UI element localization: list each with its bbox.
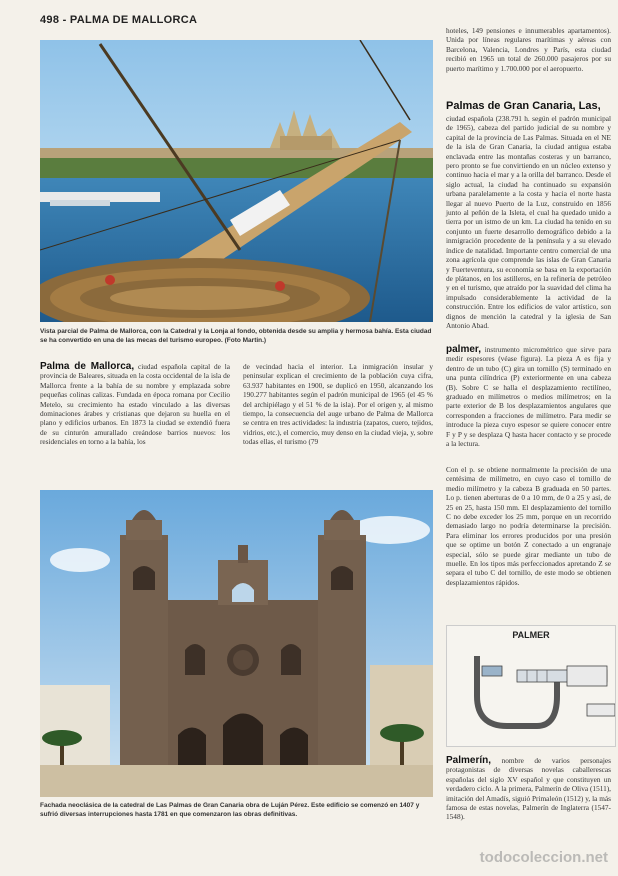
harbor-image — [40, 40, 433, 322]
palmer-diagram — [446, 625, 616, 747]
right-column — [446, 26, 611, 73]
entry-title-palmerin: Palmerín, — [446, 755, 492, 766]
entry-text-palma-tail: hoteles, 149 pensiones e innumerables apartamentos). Unida por líneas regulares marítimas y aéreas con Barcelona, Valencia, Londres y París, esta ciudad recibió en 1965 un total de 260.000 pasajeros por su puerto marítimo y 1.700.000 por el aeropuerto. — [446, 26, 611, 73]
entry-title-las-palmas: Palmas de Gran Canaria, Las, — [446, 100, 601, 112]
entry-text-palmer: instrumento micrométrico que sirve para medir espesores (véase figura). La pieza A es fija y dentro de un tubo (C) gira un tornillo (S) terminado en una punta cilíndrica (P) exteriormente en una cabeza (B). Sobre C se halla el desplazamiento rectilíneo, graduado en milímetros o medios milímetros; en la parte exterior de B los desplazamientos angulares que corresponden a fracciones de milímetro. Para medir se introduce la pieza cuyo espesor se quiere conocer entre F y P y se desplaza Q hasta hacer contacto y se procede a la lectura. — [446, 345, 611, 449]
entry-palmer — [446, 345, 611, 448]
palma-photo-caption: Vista parcial de Palma de Mallorca, con la Catedral y la Lonja al fondo, obtenida desde su amplia y hermosa bahía. Esta ciudad se ha convertido en una de las mecas del turismo europeo. (Foto Martin.) — [40, 328, 432, 344]
entry-palmerin — [446, 756, 611, 822]
entry-title-palmer: palmer, — [446, 344, 482, 355]
entry-text-palma-cont: de vecindad hacia el interior. La inmigración insular y peninsular explican el crecimiento de la población cuya cifra, 63.937 habitantes en 1900, se duplicó en 1950, alcanzando los 190.277 habitantes según el padrón municipal de 1965 (el 45 % del archipiélago y el 51 % de la isla). Por el origen y, al mismo tiempo, la consecuencia del auge urbano de Palma de Mallorca se centra en tres actividades: la industria (zapatos, cuero, tejidos, vidrios, etc.), el comercio, muy denso en la ciudad vieja, y, sobre todas ellas, el turismo (79 — [243, 362, 433, 447]
diagram-title: PALMER — [512, 630, 550, 640]
entry-text-palmer-cont: Con el p. se obtiene normalmente la precisión de una centésima de milímetro, en cuyo caso el tornillo de medio milímetro y la cabeza B graduada en 50 partes. Lo p. tienen aberturas de 0 a 10 mm, de 0 a 25 y así, de 25 en 25, hasta 150 mm. El desplazamiento del tornillo C no debe exceder los 25 mm, porque en un recorrido demasiado largo no podría determinarse la precisión. Para eliminar los errores producidos por una presión que se optime un botón Z conectado a un engranaje especial, sólo se puede girar mediante un tubo de muelle. En los tipos más perfeccionados apretando Z se separa el tubo C del tornillo, de este modo se obtienen desplazamientos rápidos. — [446, 465, 611, 587]
entry-palma-continued — [243, 362, 433, 447]
cathedral-photo-caption: Fachada neoclásica de la catedral de Las Palmas de Gran Canaria obra de Luján Pérez. Este edificio se comenzó en 1407 y sufrió diversas interrupciones hasta 1781 en que comenzaron las obras definitivas. — [40, 802, 420, 818]
entry-palmer-cont — [446, 465, 611, 587]
entry-text-las-palmas: ciudad española (238.791 h. según el padrón municipal de 1965), cabeza del partido judicial de su nombre y capital de la provincia de Las Palmas. Situada en el NE de la isla de Gran Canaria, la ciudad antigua estaba enclavada entre las montañas costeras y un barranco, pero pronto se fue convirtiendo en un núcleo extenso y continuo hacia el mar y a la orilla del barranco. Desde el siglo actual, la ciudad ha continuado su expansión urbana paralelamente a la costa y hacia el norte hasta llegar al nuevo Puerto de la Luz, construido en 1856 junto al peñón de la Isleta, el cual ha quedado unido a tierra por un istmo de un km. La ciudad ha tenido en su conjunto un fuerte desarrollo demográfico debido a la inmigración procedente de la península y a su elevado índice de natalidad. Importante centro comercial de una zona agrícola que comprende las islas de Gran Canaria y Fuerteventura, su economía se basa en la exportación de plátanos, en los astilleros, en la refinería de petróleo y en el turismo, que atraído por la suavidad del clima ha impulsado considerablemente la actividad de la construcción. Entre los edificios de valor artístico, son dignos de mención la catedral y la iglesia de San Antonio Abad. — [446, 114, 611, 330]
watermark: todocoleccion.net — [479, 849, 608, 866]
cathedral-photo — [40, 490, 433, 797]
entry-palma-de-mallorca — [40, 362, 230, 447]
micrometer-drawing — [447, 626, 615, 746]
palma-photo — [40, 40, 433, 322]
entry-text-palmerin: nombre de varios personajes protagonistas de diversas novelas caballerescas españolas del siglo XV español y que constituyen un verdadero ciclo. A la primera, Palmerín de Oliva (1511), imitación del Amadís, siguió Primaleón (1512) y, la más famosa de estas novelas, Palmerín de Inglaterra (1547-1548). — [446, 756, 612, 822]
entry-title-palma: Palma de Mallorca, — [40, 361, 135, 372]
page-header: 498 - PALMA DE MALLORCA — [40, 14, 198, 26]
cathedral-image — [40, 490, 433, 797]
entry-text-palma: ciudad española capital de la provincia de Baleares, situada en la costa occidental de la isla de Mallorca frente a la bahía de su nombre y emplazada sobre pequeñas colinas calizas. Fundada en época romana por Cecilio Metelo, su crecimiento ha estado vinculado a las diversas dominaciones árabes y cristianas que dejaron su huella en el plano y edificios urbanos. En 1873 la ciudad se extendió fuera de su cinturón amurallado creándose barrios nuevos: los residenciales en torno a la bahía, los — [40, 362, 231, 447]
entry-las-palmas — [446, 114, 611, 330]
